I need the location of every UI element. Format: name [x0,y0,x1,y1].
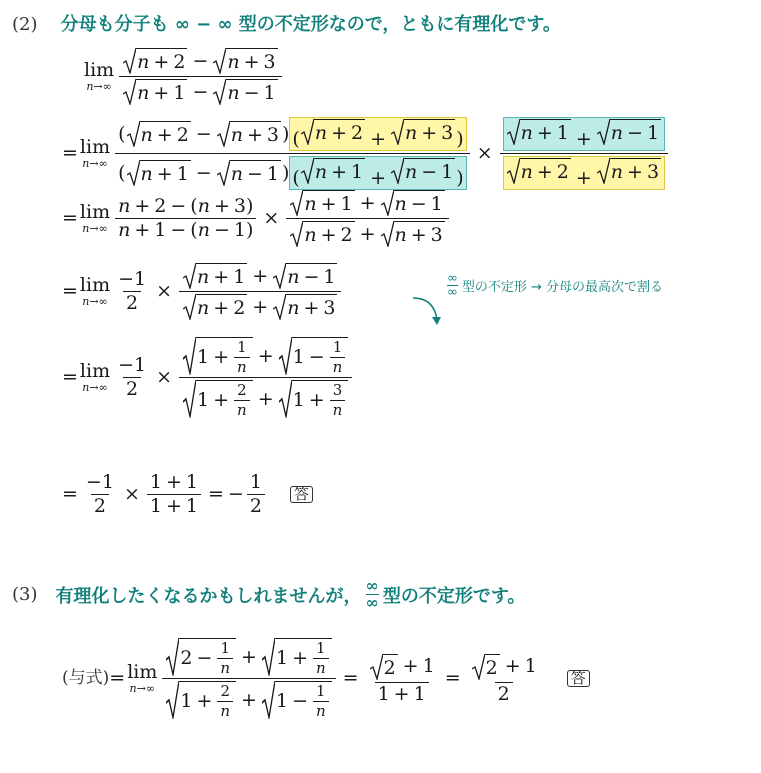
sqrt: n + 2 [290,221,354,247]
fraction: $\frac{1}{2}$ [247,473,265,516]
radical-sign-icon [127,121,140,147]
fraction: 2 + 1 2 [468,654,540,704]
q2-line2: = lim n→∞ ( n + 2 − n + 3 ) ( n + 2 + n + 3 ) ( n + 1 − n − 1 ) ( n + 1 + n − 1 ) × n + 1 + n − 1 n + 2 + n + 3 [62,117,671,190]
sqrt: 2 − $\frac{1}{n}$ [166,638,236,676]
fraction: $\frac{1}{n}$ [313,684,329,719]
q2-note-text: 型の不定形 → 分母の最高次で割る [461,280,664,295]
q2-number: (2) [12,14,38,35]
fraction [500,117,668,190]
radical-sign-icon [213,79,226,105]
radical-sign-icon [381,221,394,247]
radical-sign-icon [381,190,394,216]
fraction: $\frac{-1}{2}$ [118,354,147,400]
sqrt: n + 1 [290,190,354,216]
q2-heading-text-a: 分母も分子も ∞ − ∞ 型の不定形なので， [60,14,401,35]
sqrt: 1 + $\frac{2}{n}$ [183,380,253,418]
radical-sign-icon [217,160,230,186]
fraction: $\frac{2}{n}$ [234,383,250,418]
sqrt: n − 1 [273,263,337,289]
sqrt: n + 2 [183,294,247,320]
lim: lim n→∞ [79,360,111,394]
sqrt: n + 1 [507,119,571,145]
sqrt: n + 3 [273,294,337,320]
fraction: 2 + 1 1 + 1 [366,654,438,704]
fraction: n + 2 − ( n + 3) n + 1 − ( n − 1) [115,197,256,240]
q2-line1 [84,48,285,105]
radical-sign-icon [370,654,383,680]
radical-sign-icon [301,119,314,145]
lim: lim n→∞ [127,661,158,695]
sqrt: n + 2 [123,48,187,74]
radical-sign-icon [217,121,230,147]
radical-sign-icon [183,337,196,375]
sqrt: n + 3 [213,48,277,74]
radical-sign-icon [507,158,520,184]
answer-mark-icon: 答 [290,486,313,503]
sqrt: n + 1 [301,158,365,184]
sqrt: n + 2 [301,119,365,145]
radical-sign-icon [391,158,404,184]
sqrt: 1 − $\frac{1}{n}$ [279,337,349,375]
sqrt: n + 2 [127,121,191,147]
sqrt: n − 1 [597,119,661,145]
sqrt: n + 3 [381,221,445,247]
q3-heading-text-b: 型の不定形です。 [382,585,526,607]
radical-sign-icon [472,654,485,680]
radical-sign-icon [183,263,196,289]
cyan-highlight: n + 1 + n − 1 [503,117,665,151]
fraction: 1 + 1 1 + 1 [147,473,201,516]
sqrt: n + 3 [217,121,281,147]
lim: lim n→∞ [79,274,111,308]
fraction: $\frac{-1}{2}$ [118,268,147,314]
lim: lim n→∞ [79,136,111,170]
fraction: n + 1 + n − 1 n + 2 + n + 3 [286,190,448,247]
sqrt: 2 [472,654,500,680]
fraction: $\frac{2}{n}$ [217,684,233,719]
sqrt: n − 1 [213,79,277,105]
radical-sign-icon [183,294,196,320]
fraction: ( n + 2 − n + 3 ) ( n + 2 + n + 3 ) ( n + 1 − n − 1 ) ( n + 1 + n − 1 ) [115,117,470,190]
q2-heading [12,10,561,36]
radical-sign-icon [597,119,610,145]
q3-number: (3) [12,584,38,605]
radical-sign-icon [262,638,275,676]
lim: lim n→∞ [79,201,111,235]
q2-line3: = lim n→∞ n + 2 − ( n + 3) n + 1 − ( n − 1) × n + 1 + n − 1 n + 2 + n + 3 [62,190,452,247]
sqrt: n + 1 [127,160,191,186]
yellow-highlight: n + 2 + n + 3 [503,156,665,190]
fraction: 2 − $\frac{1}{n}$ + 1 + $\frac{1}{n}$ 1 + $\frac{2}{n}$ + 1 − $\frac{1}{n}$ [162,638,335,719]
q2-heading-text-b: ともに有理化です。 [400,14,561,35]
fraction: $\frac{1}{n}$ [330,340,346,375]
radical-sign-icon [273,263,286,289]
fraction: $\frac{1}{n}$ [313,641,329,676]
fraction: $\frac{3}{n}$ [330,383,346,418]
sqrt: n + 3 [597,158,661,184]
sqrt: 1 − $\frac{1}{n}$ [262,681,332,719]
radical-sign-icon [391,119,404,145]
sqrt: 2 [370,654,398,680]
radical-sign-icon [123,79,136,105]
given-expression-label: (与式) [62,668,110,688]
fraction: 1 + $\frac{1}{n}$ + 1 − $\frac{1}{n}$ 1 + $\frac{2}{n}$ + 1 + $\frac{3}{n}$ [179,337,352,418]
radical-sign-icon [262,681,275,719]
radical-sign-icon [213,48,226,74]
radical-sign-icon [290,190,303,216]
curved-arrow-icon [410,294,444,328]
sqrt: n − 1 [217,160,281,186]
radical-sign-icon [127,160,140,186]
answer-mark-icon: 答 [567,670,590,687]
radical-sign-icon [273,294,286,320]
sqrt: n + 1 [183,263,247,289]
fraction: n + 1 + n − 1 n + 2 + n + 3 [179,263,341,320]
sqrt: n + 3 [391,119,455,145]
lim: lim n→∞ [84,59,115,93]
fraction: $\frac{1}{n}$ [217,641,233,676]
sqrt: 1 + $\frac{1}{n}$ [183,337,253,375]
q3-heading: (3) 有理化したくなるかもしれませんが， ∞ ∞ 型の不定形です。 [12,576,526,612]
radical-sign-icon [301,158,314,184]
sqrt: n + 1 [123,79,187,105]
sqrt: 1 + $\frac{3}{n}$ [279,380,349,418]
sqrt: n − 1 [391,158,455,184]
radical-sign-icon [166,681,179,719]
radical-sign-icon [123,48,136,74]
sqrt: n + 2 [507,158,571,184]
q2-line4: = lim n→∞ $\frac{-1}{2}$ × n + 1 + n − 1 n + 2 + n + 3 [62,263,344,320]
q2-line5: = lim n→∞ $\frac{-1}{2}$ × 1 + $\frac{1}{n}$ + 1 − $\frac{1}{n}$ 1 + $\frac{2}{n}$ + 1 + $\frac{3}{n}$ [62,337,355,418]
radical-sign-icon [279,380,292,418]
radical-sign-icon [507,119,520,145]
fraction: n + 2 − n + 3 n + 1 − n − 1 [119,48,281,105]
radical-sign-icon [183,380,196,418]
sqrt: n − 1 [381,190,445,216]
yellow-highlight: ( n + 2 + n + 3 ) [289,117,466,151]
q2-line6: = $\frac{-1}{2}$ × 1 + 1 1 + 1 = − $\frac{1}{2}$ 答 [62,473,313,516]
cyan-highlight: ( n + 1 + n − 1 ) [289,156,466,190]
radical-sign-icon [166,638,179,676]
q2-note: ∞ ∞ 型の不定形 → 分母の最高次で割る [447,271,664,300]
q3-heading-text-a: 有理化したくなるかもしれませんが， [55,585,362,607]
sqrt: 1 + $\frac{1}{n}$ [262,638,332,676]
sqrt: 1 + $\frac{2}{n}$ [166,681,236,719]
radical-sign-icon [279,337,292,375]
radical-sign-icon [597,158,610,184]
q3-line1: (与式) = lim n→∞ 2 − $\frac{1}{n}$ + 1 + $\frac{1}{n}$ 1 + $\frac{2}{n}$ + 1 − $\frac{1}{n}$ = 2 + 1 1 + 1 = 2 + 1 2 答 [62,638,590,719]
radical-sign-icon [290,221,303,247]
fraction: $\frac{-1}{2}$ [85,471,114,517]
fraction: $\frac{1}{n}$ [234,340,250,375]
